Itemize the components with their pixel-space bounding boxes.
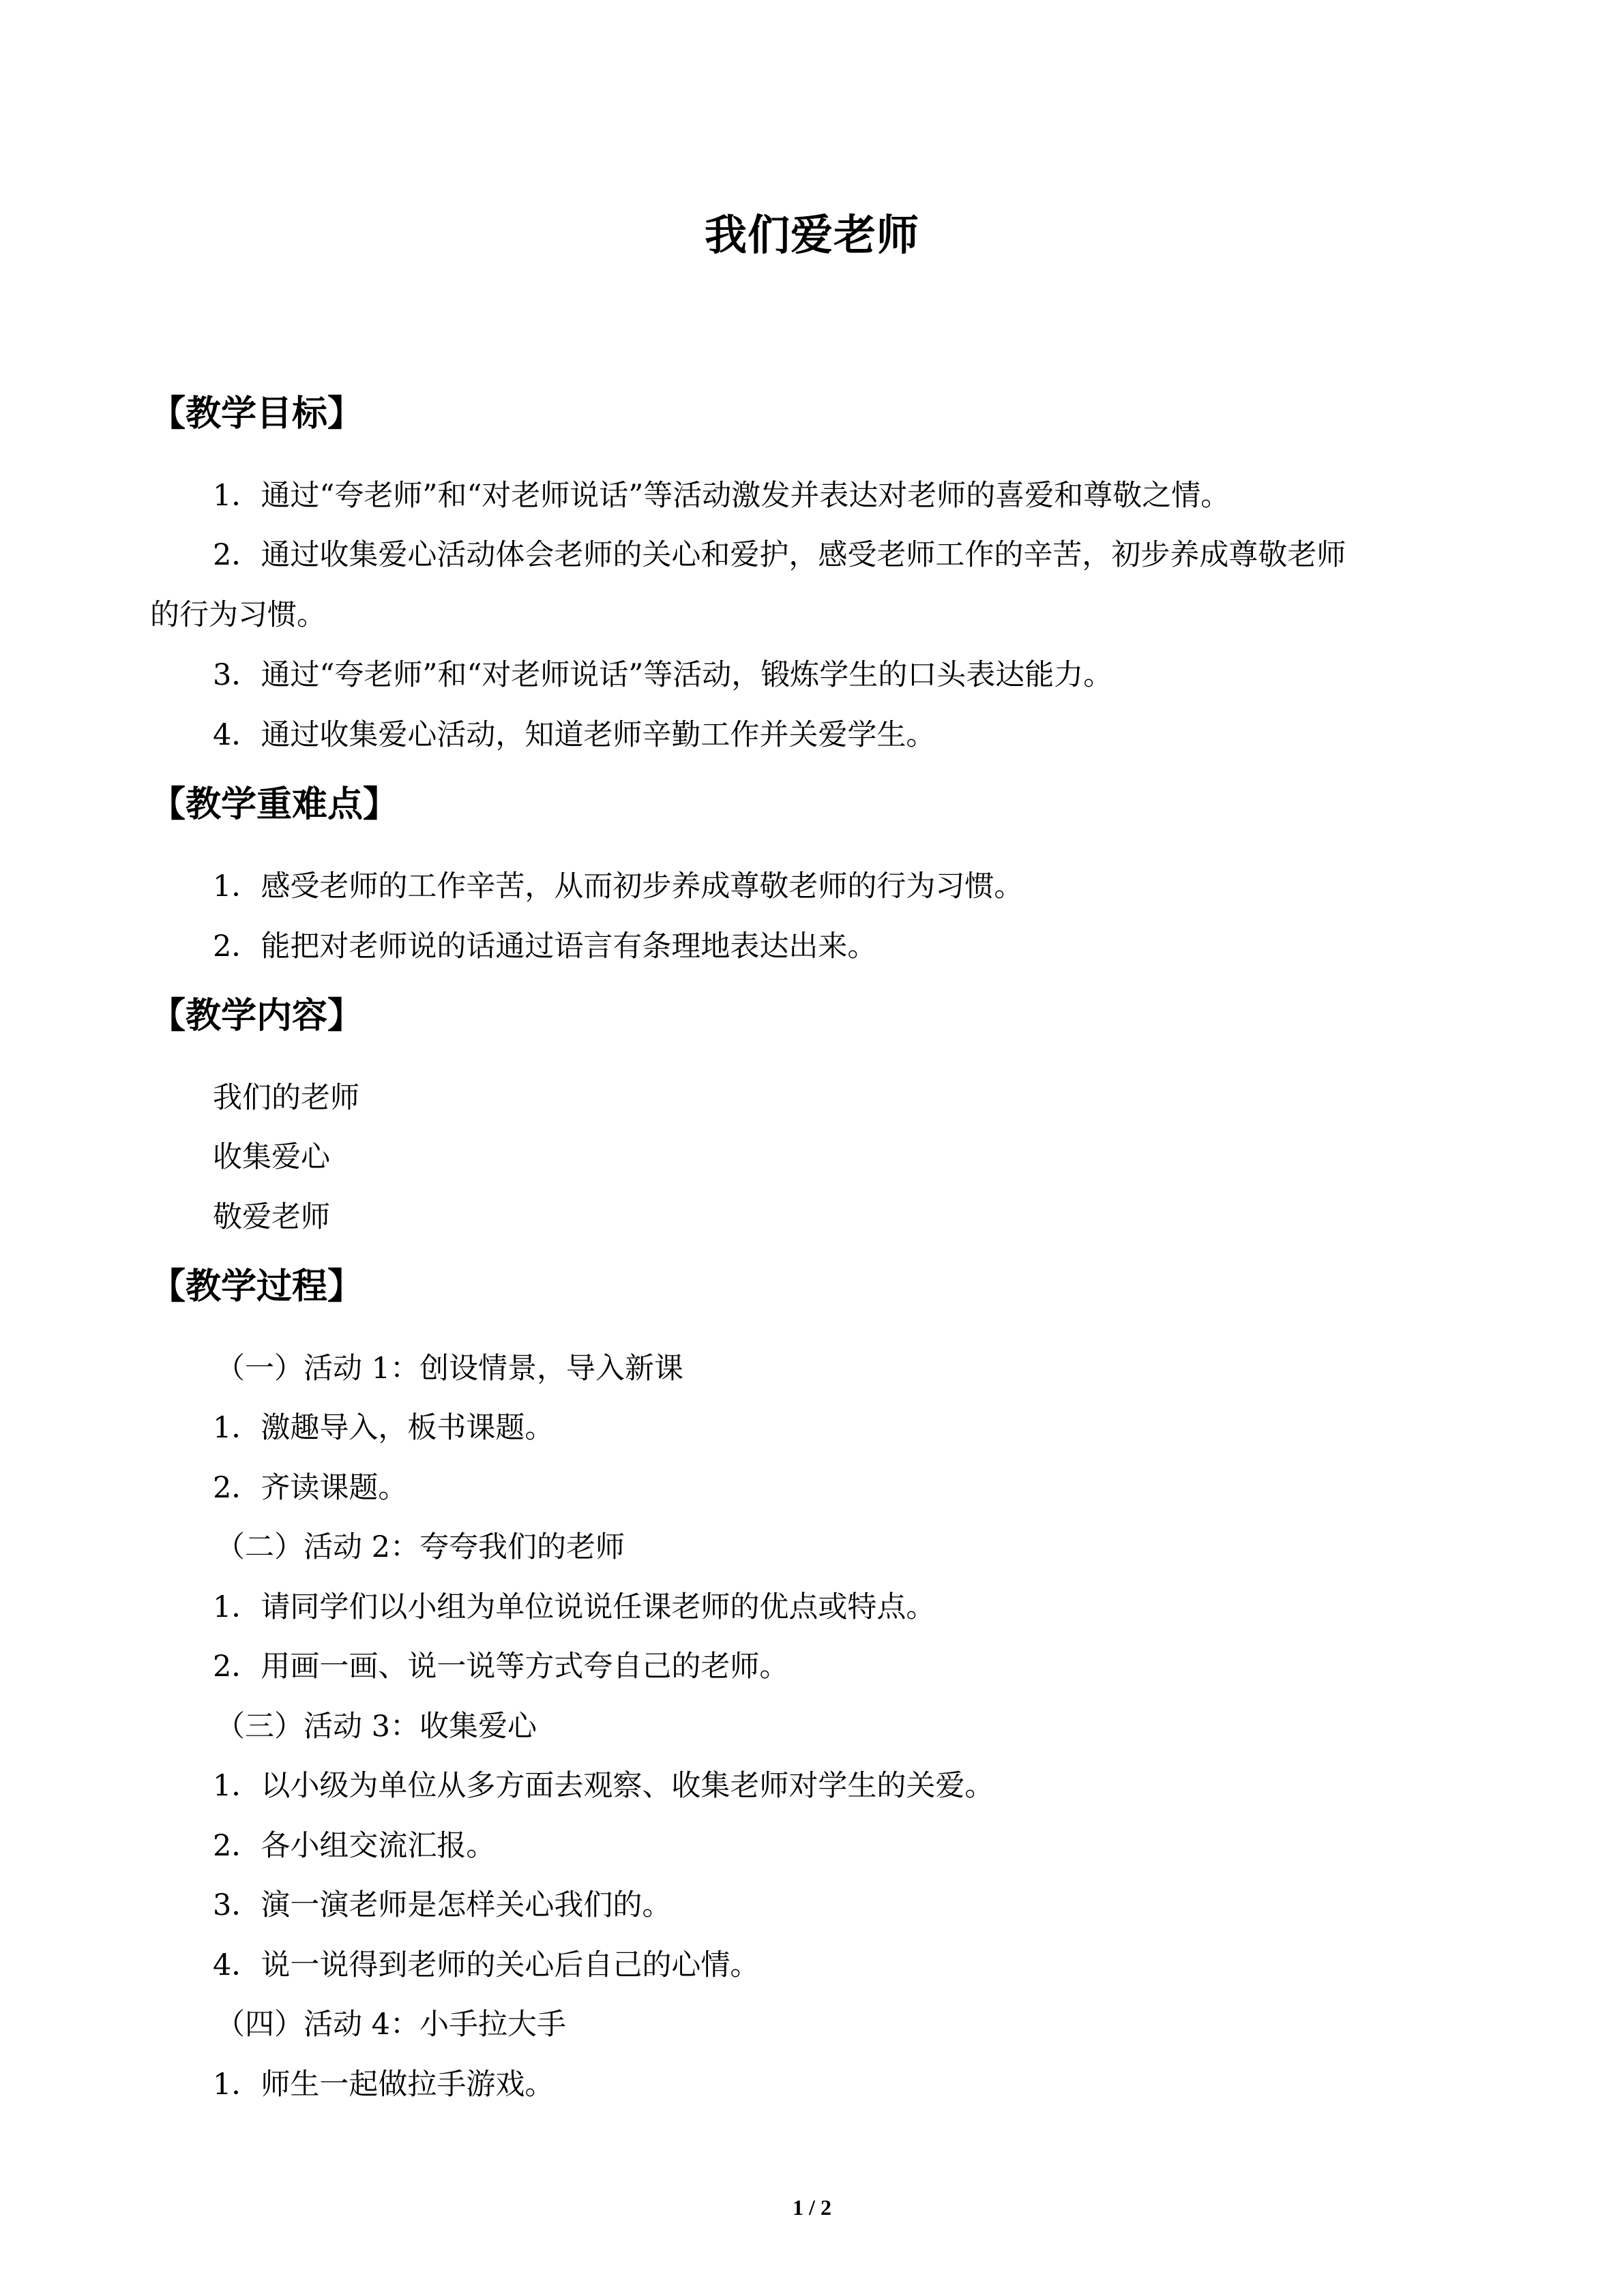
goal-item: 1．通过“夸老师”和“对老师说话”等活动激发并表达对老师的喜爱和尊敬之情。	[213, 479, 1230, 513]
process-item: 2．用画一画、说一说等方式夸自己的老师。	[213, 1650, 789, 1684]
process-item: 1．以小级为单位从多方面去观察、收集老师对学生的关爱。	[213, 1769, 994, 1803]
section-heading-process: 【教学过程】	[150, 1266, 364, 1307]
process-item: 4．说一说得到老师的关心后自己的心情。	[213, 1948, 760, 1982]
page-title: 我们爱老师	[704, 210, 919, 260]
section-heading-keypoints: 【教学重难点】	[150, 784, 399, 825]
goal-item: 2．通过收集爱心活动体会老师的关心和爱护，感受老师工作的辛苦，初步养成尊敬老师	[213, 538, 1346, 572]
page-number: 1 / 2	[793, 2195, 831, 2220]
section-heading-content: 【教学内容】	[150, 995, 364, 1037]
goal-item: 4．通过收集爱心活动，知道老师辛勤工作并关爱学生。	[213, 718, 936, 752]
keypoint-item: 2．能把对老师说的话通过语言有条理地表达出来。	[213, 929, 877, 964]
goal-item: 3．通过“夸老师”和“对老师说话”等活动，锻炼学生的口头表达能力。	[213, 658, 1113, 692]
goal-item-continuation: 的行为习惯。	[150, 598, 326, 632]
section-heading-goals: 【教学目标】	[150, 393, 364, 434]
process-activity-title: （二）活动 2：夸夸我们的老师	[216, 1530, 625, 1564]
content-item: 敬爱老师	[213, 1200, 330, 1234]
process-item: 1．激趣导入，板书课题。	[213, 1411, 555, 1445]
process-item: 1．请同学们以小组为单位说说任课老师的优点或特点。	[213, 1590, 936, 1624]
keypoint-item: 1．感受老师的工作辛苦，从而初步养成尊敬老师的行为习惯。	[213, 869, 1024, 904]
process-activity-title: （三）活动 3：收集爱心	[216, 1710, 537, 1744]
content-item: 我们的老师	[213, 1081, 359, 1115]
process-activity-title: （一）活动 1：创设情景，导入新课	[216, 1352, 684, 1386]
process-item: 3．演一演老师是怎样关心我们的。	[213, 1888, 672, 1922]
process-item: 2．各小组交流汇报。	[213, 1829, 496, 1863]
process-item: 1．师生一起做拉手游戏。	[213, 2068, 555, 2102]
process-activity-title: （四）活动 4：小手拉大手	[216, 2008, 567, 2042]
content-item: 收集爱心	[213, 1140, 330, 1174]
process-item: 2．齐读课题。	[213, 1471, 408, 1505]
